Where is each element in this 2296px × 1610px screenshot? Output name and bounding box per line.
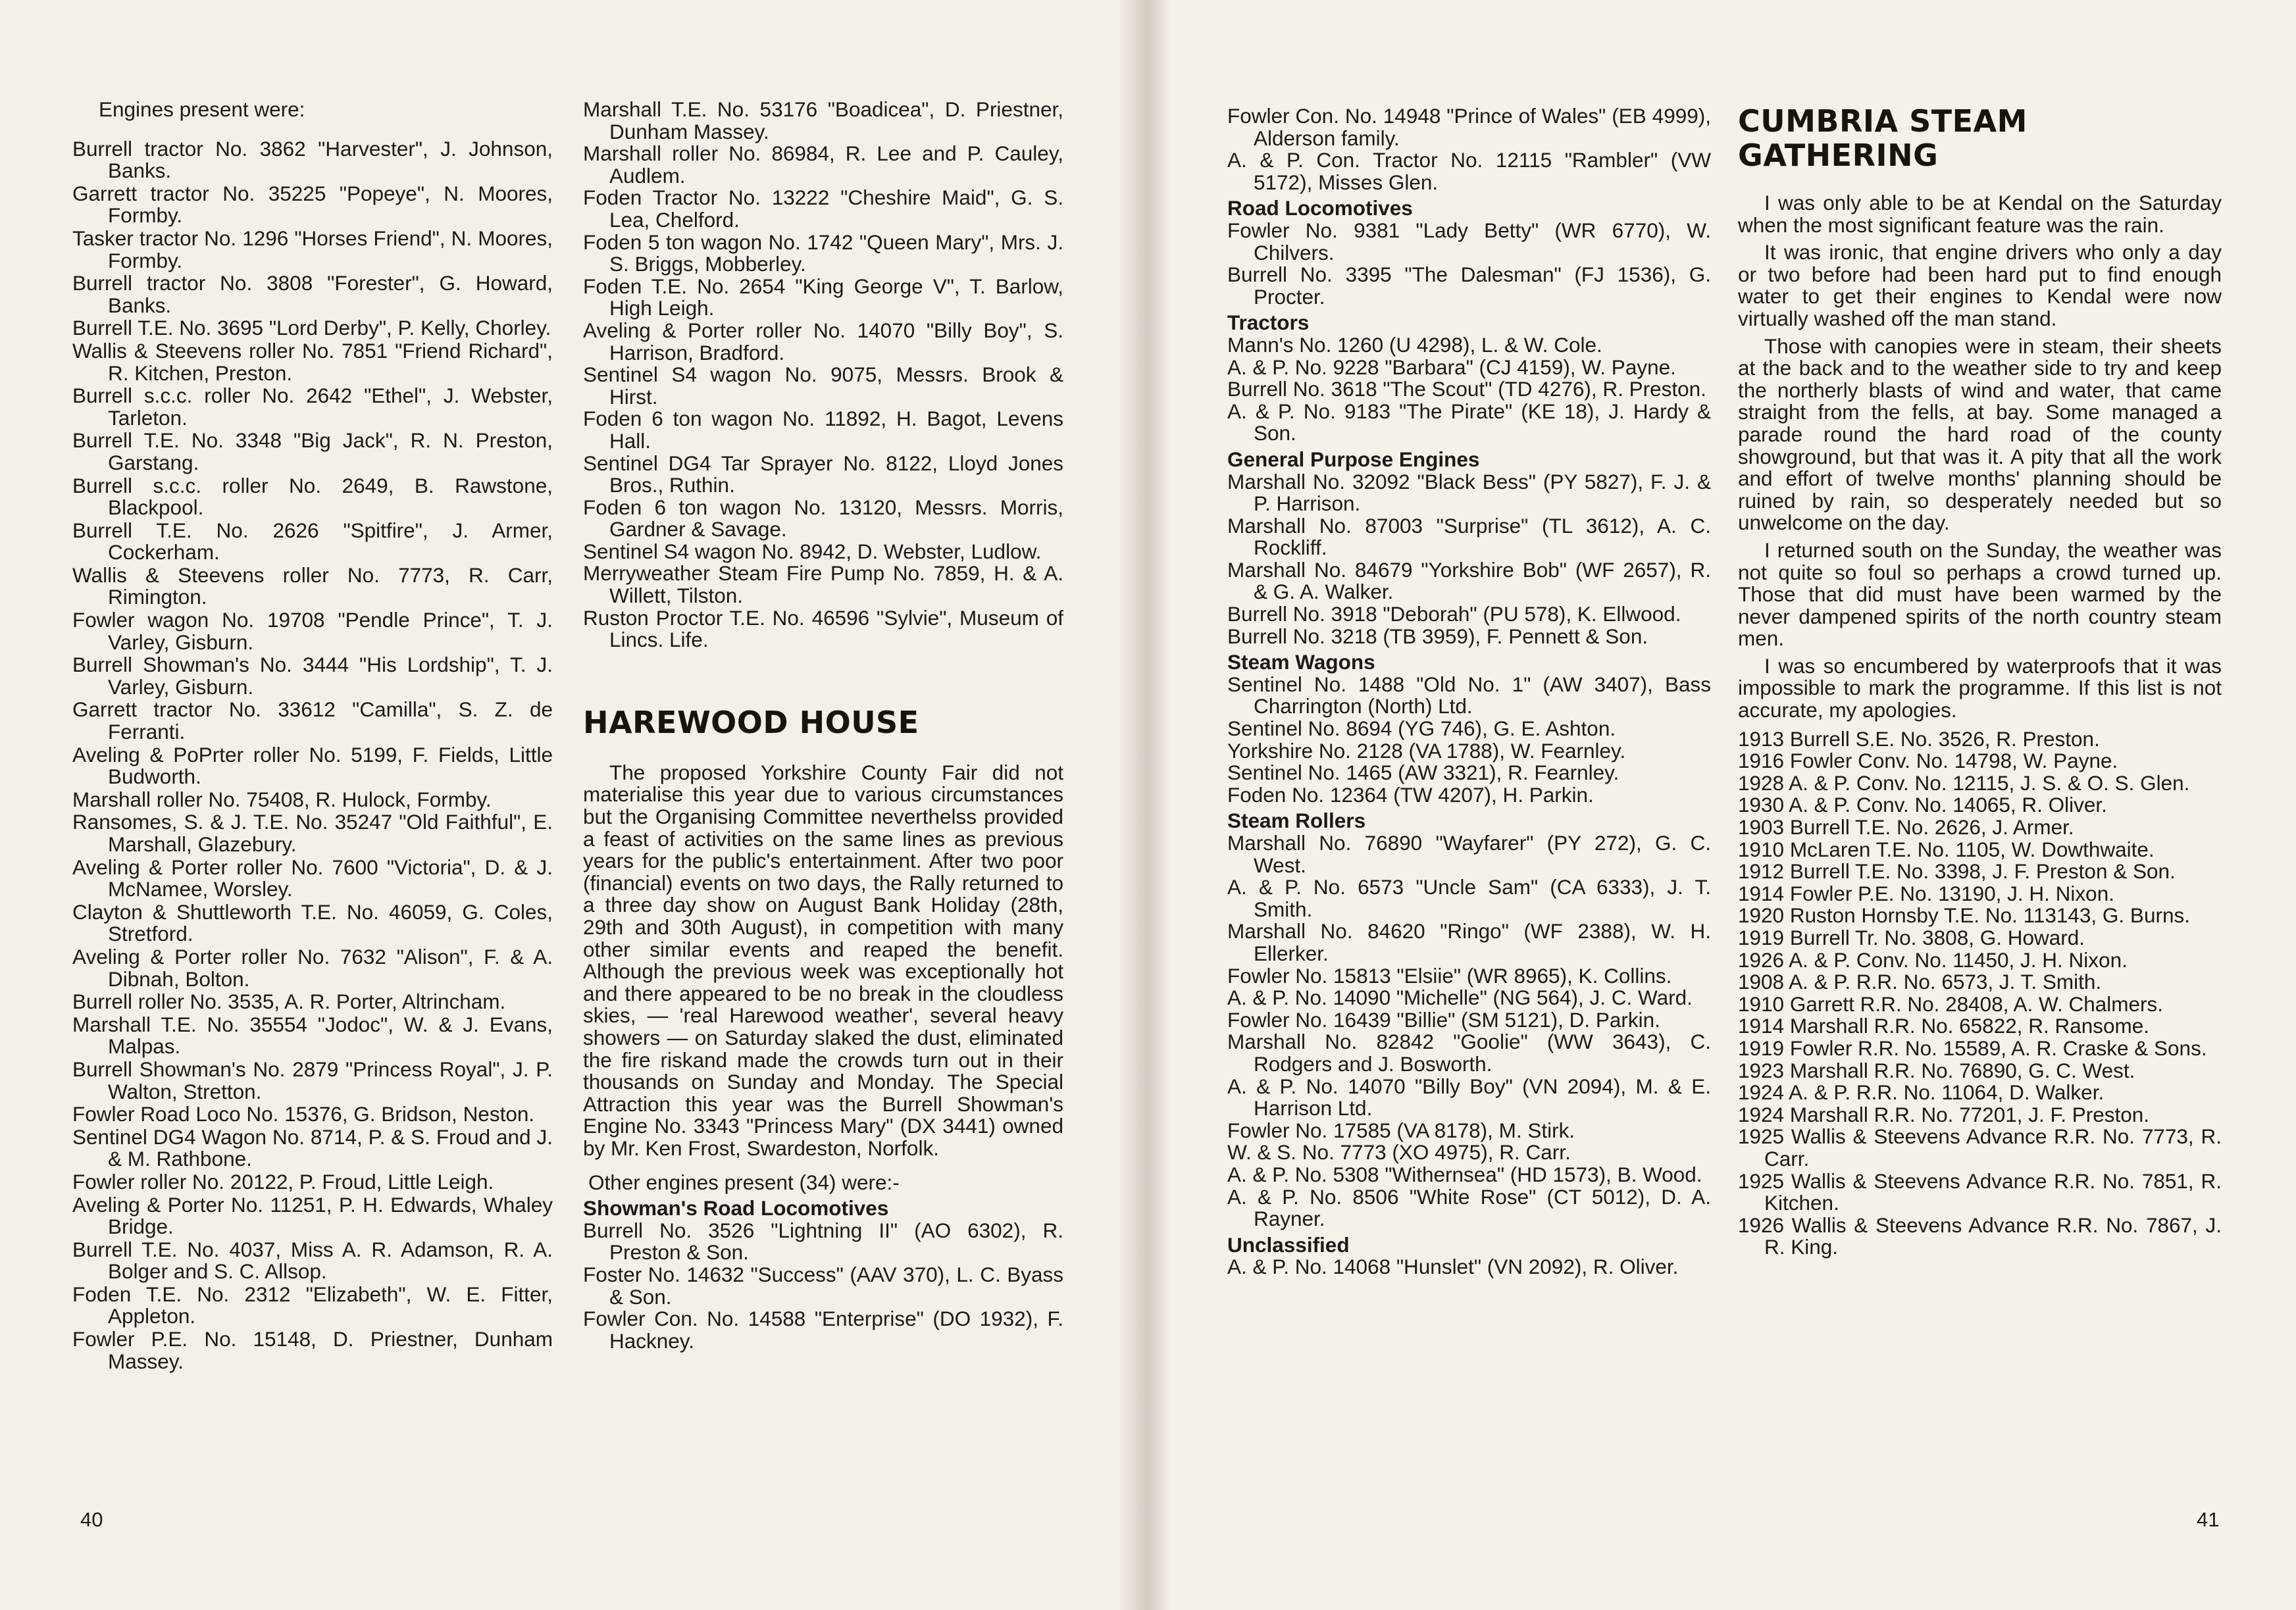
engine-entry: 1926 A. & P. Conv. No. 11450, J. H. Nixon. bbox=[1738, 947, 2128, 972]
engine-entry: Marshall No. 87003 "Surprise" (TL 3612), A. C. Rockliff. bbox=[1227, 513, 1711, 560]
showmans-list bbox=[583, 1220, 1063, 1353]
engine-entry: Burrell Showman's No. 2879 "Princess Royal", J. P. Walton, Stretton. bbox=[72, 1057, 553, 1103]
book-gutter bbox=[1119, 0, 1171, 1610]
engine-entry: A. & P. No. 9183 "The Pirate" (KE 18), J. Hardy & Son. bbox=[1227, 399, 1711, 445]
engine-entry: Burrell No. 3918 "Deborah" (PU 578), K. Ellwood. bbox=[1227, 602, 1681, 626]
engine-entry: Yorkshire No. 2128 (VA 1788), W. Fearnley. bbox=[1227, 738, 1626, 763]
engine-entry: Marshall T.E. No. 35554 "Jodoc", W. & J. Evans, Malpas. bbox=[72, 1012, 553, 1059]
engine-entry: Ruston Proctor T.E. No. 46596 "Sylvie", Museum of Lincs. Life. bbox=[583, 605, 1063, 652]
engine-entry: Marshall roller No. 86984, R. Lee and P. Cauley, Audlem. bbox=[583, 141, 1063, 188]
engine-entry: 1913 Burrell S.E. No. 3526, R. Preston. bbox=[1738, 726, 2100, 751]
engine-entry: Aveling & Porter roller No. 7600 "Victoria", D. & J. McNamee, Worsley. bbox=[72, 855, 553, 901]
engine-entry: Foden 6 ton wagon No. 11892, H. Bagot, Levens Hall. bbox=[583, 407, 1063, 453]
harewood-paragraph: The proposed Yorkshire County Fair did not materialise this year due to various circumstances but the Organising Committee neverthelss provided a feast of activities on the same lines as previous years for the public's entertainment. After two poor (financial) events on two days, the Rally returned to a three day show on August Bank Holiday (28th, 29th and 30th August), in competition with many other similar events and reaped the benefit. Although the previous week was exceptionally hot and there appeared to be no break in the cloudless skies, — 'real Harewood weather', several heavy showers — on Saturday slaked the dust, eliminated the fire riskand made the crowds turn out in their thousands on Sunday and Monday. The Special Attraction this year was the Burrell Showman's Engine No. 3343 "Princess Mary" (DX 3441) owned by Mr. Ken Frost, Swardeston, Norfolk. bbox=[583, 760, 1063, 1160]
engine-entry: Sentinel DG4 Tar Sprayer No. 8122, Lloyd Jones Bros., Ruthin. bbox=[583, 451, 1063, 497]
cumbria-paragraph: I was so encumbered by waterproofs that it was impossible to mark the programme. If this list is not accurate, my apologies. bbox=[1738, 653, 2222, 722]
engine-entry: Burrell s.c.c. roller No. 2649, B. Rawstone, Blackpool. bbox=[72, 473, 553, 520]
group-heading: Road Locomotives bbox=[1227, 196, 1413, 220]
cumbria-heading: CUMBRIA STEAM GATHERING bbox=[1738, 103, 2028, 173]
top-entries bbox=[1227, 105, 1711, 193]
engine-entry: Sentinel No. 1465 (AW 3321), R. Fearnley. bbox=[1227, 761, 1620, 785]
engine-entry: Sentinel S4 wagon No. 9075, Messrs. Brook & Hirst. bbox=[583, 363, 1063, 409]
engine-entry: A. & P. No. 5308 "Withernsea" (HD 1573), B. Wood. bbox=[1227, 1162, 1702, 1186]
column-4 bbox=[1738, 99, 2222, 1259]
group-heading: Steam Rollers bbox=[1227, 809, 1366, 833]
engine-entry: 1916 Fowler Conv. No. 14798, W. Payne. bbox=[1738, 749, 2118, 773]
group-heading: Tractors bbox=[1227, 311, 1310, 335]
engine-entry: Foden 5 ton wagon No. 1742 "Queen Mary", Mrs. J. S. Briggs, Mobberley. bbox=[583, 230, 1063, 276]
engine-entry: 1903 Burrell T.E. No. 2626, J. Armer. bbox=[1738, 815, 2074, 840]
cumbria-paragraph: It was ironic, that engine drivers who only a day or two before had been hard put to find enough water to get their engines to Kendal were now virtually washed off the man stand. bbox=[1738, 240, 2222, 330]
engine-entry: Foden Tractor No. 13222 "Cheshire Maid", G. S. Lea, Chelford. bbox=[583, 186, 1063, 232]
engine-entry: A. & P. No. 14068 "Hunslet" (VN 2092), R. Oliver. bbox=[1227, 1255, 1679, 1279]
engine-entry: Foden No. 12364 (TW 4207), H. Parkin. bbox=[1227, 782, 1594, 807]
engine-entry: A. & P. Con. Tractor No. 12115 "Rambler" (VW 5172), Misses Glen. bbox=[1227, 148, 1711, 194]
engine-entry: 1908 A. & P. R.R. No. 6573, J. T. Smith. bbox=[1738, 970, 2102, 994]
engine-entry: Marshall No. 76890 "Wayfarer" (PY 272), G. C. West. bbox=[1227, 831, 1711, 877]
engine-entry: Fowler roller No. 20122, P. Froud, Little Leigh. bbox=[72, 1169, 494, 1194]
engine-entry: Merryweather Steam Fire Pump No. 7859, H. & A. Willett, Tilston. bbox=[583, 561, 1063, 608]
engine-entry: A. & P. No. 6573 "Uncle Sam" (CA 6333), J. T. Smith. bbox=[1227, 875, 1711, 921]
engine-entry: Aveling & PoPrter roller No. 5199, F. Fields, Little Budworth. bbox=[72, 742, 553, 789]
engine-entry: Fowler No. 16439 "Billie" (SM 5121), D. Parkin. bbox=[1227, 1007, 1660, 1032]
engine-list-1 bbox=[72, 138, 553, 1373]
engine-entry: Marshall No. 84620 "Ringo" (WF 2388), W. H. Ellerker. bbox=[1227, 919, 1711, 965]
engine-entry: 1923 Marshall R.R. No. 76890, G. C. West. bbox=[1738, 1058, 2135, 1082]
group-heading: Steam Wagons bbox=[1227, 650, 1375, 674]
column-3 bbox=[1227, 105, 1711, 1278]
engine-entry: Aveling & Porter roller No. 7632 "Alison", F. & A. Dibnah, Bolton. bbox=[72, 944, 553, 991]
engine-entry: Sentinel DG4 Wagon No. 8714, P. & S. Froud and J. & M. Rathbone. bbox=[72, 1124, 553, 1171]
engine-entry: Fowler No. 15813 "Elsiie" (WR 8965), K. Collins. bbox=[1227, 963, 1672, 988]
showmans-heading: Showman's Road Locomotives bbox=[583, 1196, 889, 1220]
engine-entry: Fowler P.E. No. 15148, D. Priestner, Dunham Massey. bbox=[72, 1327, 553, 1373]
engine-entry: 1919 Fowler R.R. No. 15589, A. R. Craske & Sons. bbox=[1738, 1036, 2207, 1060]
engine-entry: Burrell T.E. No. 3348 "Big Jack", R. N. Preston, Garstang. bbox=[72, 428, 553, 474]
engine-entry: Burrell No. 3618 "The Scout" (TD 4276), R. Preston. bbox=[1227, 377, 1706, 401]
engine-entry: Burrell T.E. No. 2626 "Spitfire", J. Armer, Cockerham. bbox=[72, 518, 553, 565]
engine-entry: Garrett tractor No. 33612 "Camilla", S. Z. de Ferranti. bbox=[72, 697, 553, 744]
engine-entry: 1924 A. & P. R.R. No. 11064, D. Walker. bbox=[1738, 1080, 2105, 1105]
cumbria-list bbox=[1738, 728, 2222, 1259]
engine-entry: Marshall No. 82842 "Goolie" (WW 3643), C. Rodgers and J. Bosworth. bbox=[1227, 1030, 1711, 1076]
engine-entry: Clayton & Shuttleworth T.E. No. 46059, G. Coles, Stretford. bbox=[72, 899, 553, 946]
engine-entry: Foden 6 ton wagon No. 13120, Messrs. Morris, Gardner & Savage. bbox=[583, 495, 1063, 541]
engine-entry: 1926 Wallis & Steevens Advance R.R. No. 7867, J. R. King. bbox=[1738, 1213, 2222, 1259]
engine-entry: 1920 Ruston Hornsby T.E. No. 113143, G. Burns. bbox=[1738, 903, 2190, 928]
engine-entry: 1925 Wallis & Steevens Advance R.R. No. 7851, R. Kitchen. bbox=[1738, 1169, 2222, 1215]
engine-entry: Burrell tractor No. 3862 "Harvester", J. Johnson, Banks. bbox=[72, 136, 553, 183]
engine-entry: 1912 Burrell T.E. No. 3398, J. F. Preston & Son. bbox=[1738, 859, 2176, 884]
engine-entry: Fowler No. 9381 "Lady Betty" (WR 6770), W. Chilvers. bbox=[1227, 218, 1711, 264]
other-engines-label: Other engines present (34) were:- bbox=[588, 1170, 900, 1194]
engine-entry: Burrell No. 3526 "Lightning II" (AO 6302), R. Preston & Son. bbox=[583, 1218, 1063, 1265]
engine-entry: Foster No. 14632 "Success" (AAV 370), L. C. Byass & Son. bbox=[583, 1262, 1063, 1309]
engine-entry: Garrett tractor No. 35225 "Popeye", N. Moores, Formby. bbox=[72, 181, 553, 228]
group-heading: Unclassified bbox=[1227, 1232, 1350, 1257]
engine-entry: Burrell roller No. 3535, A. R. Porter, Altrincham. bbox=[72, 990, 506, 1014]
cumbria-paragraph: I returned south on the Sunday, the weather was not quite so foul so perhaps a crowd turned up. Those that did must have been warmed by the never dampened spirits of the north country steam men. bbox=[1738, 538, 2222, 651]
engine-entry: Marshall No. 32092 "Black Bess" (PY 5827), F. J. & P. Harrison. bbox=[1227, 469, 1711, 516]
engine-entry: Marshall roller No. 75408, R. Hulock, Formby. bbox=[72, 787, 492, 811]
engine-entry: 1928 A. & P. Conv. No. 12115, J. S. & O. S. Glen. bbox=[1738, 770, 2190, 795]
column-2 bbox=[583, 99, 1063, 1352]
cumbria-paragraphs bbox=[1738, 192, 2222, 722]
group-heading: General Purpose Engines bbox=[1227, 447, 1480, 471]
engine-list-2 bbox=[583, 99, 1063, 651]
engine-entry: Burrell No. 3395 "The Dalesman" (FJ 1536), G. Procter. bbox=[1227, 263, 1711, 309]
engine-entry: Sentinel No. 8694 (YG 746), G. E. Ashton. bbox=[1227, 717, 1616, 741]
engine-groups bbox=[1227, 197, 1711, 1278]
column-1 bbox=[72, 99, 553, 1373]
engine-entry: Wallis & Steevens roller No. 7773, R. Carr, Rimington. bbox=[72, 563, 553, 609]
engine-entry: Sentinel No. 1488 "Old No. 1" (AW 3407), Bass Charrington (North) Ltd. bbox=[1227, 672, 1711, 718]
engine-entry: Burrell T.E. No. 3695 "Lord Derby", P. Kelly, Chorley. bbox=[72, 316, 551, 340]
cumbria-paragraph: I was only able to be at Kendal on the Saturday when the most significant feature was the rain. bbox=[1738, 191, 2222, 237]
engine-entry: Burrell T.E. No. 4037, Miss A. R. Adamson, R. A. Bolger and S. C. Allsop. bbox=[72, 1237, 553, 1284]
engine-entry: Burrell No. 3218 (TB 3959), F. Pennett & Son. bbox=[1227, 624, 1648, 648]
engine-entry: 1925 Wallis & Steevens Advance R.R. No. 7773, R. Carr. bbox=[1738, 1124, 2222, 1170]
engine-entry: Burrell s.c.c. roller No. 2642 "Ethel", J. Webster, Tarleton. bbox=[72, 384, 553, 430]
engine-entry: Marshall No. 84679 "Yorkshire Bob" (WF 2657), R. & G. A. Walker. bbox=[1227, 557, 1711, 604]
engine-entry: W. & S. No. 7773 (XO 4975), R. Carr. bbox=[1227, 1140, 1571, 1165]
engine-entry: A. & P. No. 14090 "Michelle" (NG 564), J. C. Ward. bbox=[1227, 986, 1693, 1010]
engine-entry: Aveling & Porter roller No. 14070 "Billy Boy", S. Harrison, Bradford. bbox=[583, 318, 1063, 365]
engine-entry: 1914 Fowler P.E. No. 13190, J. H. Nixon. bbox=[1738, 881, 2114, 905]
engine-entry: 1919 Burrell Tr. No. 3808, G. Howard. bbox=[1738, 926, 2085, 949]
harewood-house-heading: HAREWOOD HOUSE bbox=[583, 704, 919, 740]
engine-entry: 1930 A. & P. Conv. No. 14065, R. Oliver. bbox=[1738, 793, 2107, 817]
engine-entry: Burrell Showman's No. 3444 "His Lordship", T. J. Varley, Gisburn. bbox=[72, 653, 553, 699]
engine-entry: 1914 Marshall R.R. No. 65822, R. Ransome. bbox=[1738, 1014, 2150, 1038]
engine-entry: Fowler Con. No. 14948 "Prince of Wales" (EB 4999), Alderson family. bbox=[1227, 104, 1711, 150]
engine-entry: A. & P. No. 14070 "Billy Boy" (VN 2094), M. & E. Harrison Ltd. bbox=[1227, 1074, 1711, 1120]
engine-entry: Mann's No. 1260 (U 4298), L. & W. Cole. bbox=[1227, 332, 1602, 357]
engines-intro: Engines present were: bbox=[99, 97, 305, 121]
engine-entry: Fowler No. 17585 (VA 8178), M. Stirk. bbox=[1227, 1118, 1575, 1142]
engine-entry: Fowler wagon No. 19708 "Pendle Prince", T. J. Varley, Gisburn. bbox=[72, 608, 553, 654]
engine-entry: 1910 Garrett R.R. No. 28408, A. W. Chalmers. bbox=[1738, 992, 2164, 1016]
engine-entry: Foden T.E. No. 2312 "Elizabeth", W. E. Fitter, Appleton. bbox=[72, 1282, 553, 1328]
engine-entry: Ransomes, S. & J. T.E. No. 35247 "Old Faithful", E. Marshall, Glazebury. bbox=[72, 810, 553, 856]
engine-entry: A. & P. No. 8506 "White Rose" (CT 5012), D. A. Rayner. bbox=[1227, 1184, 1711, 1231]
engine-entry: Sentinel S4 wagon No. 8942, D. Webster, Ludlow. bbox=[583, 539, 1042, 563]
page-number-left: 40 bbox=[80, 1508, 103, 1531]
engine-entry: Tasker tractor No. 1296 "Horses Friend", N. Moores, Formby. bbox=[72, 226, 553, 272]
engine-entry: A. & P. No. 9228 "Barbara" (CJ 4159), W. Payne. bbox=[1227, 355, 1676, 379]
cumbria-paragraph: Those with canopies were in steam, their sheets at the back and to the weather side to try and keep the northerly blasts of wind and water, that came straight from the fells, at bay. Some managed a parade round the hard road of the county showground, but that was it. A pity that all the work and effort of twelve months' planning should be ruined by rain, so desperately needed but so unwelcome on the day. bbox=[1738, 334, 2222, 535]
engine-entry: Burrell tractor No. 3808 "Forester", G. Howard, Banks. bbox=[72, 271, 553, 317]
engine-entry: 1924 Marshall R.R. No. 77201, J. F. Preston. bbox=[1738, 1102, 2150, 1126]
engine-entry: Aveling & Porter No. 11251, P. H. Edwards, Whaley Bridge. bbox=[72, 1192, 553, 1239]
engine-entry: Fowler Road Loco No. 15376, G. Bridson, Neston. bbox=[72, 1102, 535, 1126]
page-number-right: 41 bbox=[2197, 1508, 2220, 1531]
engine-entry: Wallis & Steevens roller No. 7851 "Friend Richard", R. Kitchen, Preston. bbox=[72, 338, 553, 385]
engine-entry: Marshall T.E. No. 53176 "Boadicea", D. Priestner, Dunham Massey. bbox=[583, 97, 1063, 143]
engine-entry: 1910 McLaren T.E. No. 1105, W. Dowthwaite. bbox=[1738, 837, 2155, 861]
engine-entry: Fowler Con. No. 14588 "Enterprise" (DO 1932), F. Hackney. bbox=[583, 1307, 1063, 1353]
engine-entry: Foden T.E. No. 2654 "King George V", T. Barlow, High Leigh. bbox=[583, 274, 1063, 320]
